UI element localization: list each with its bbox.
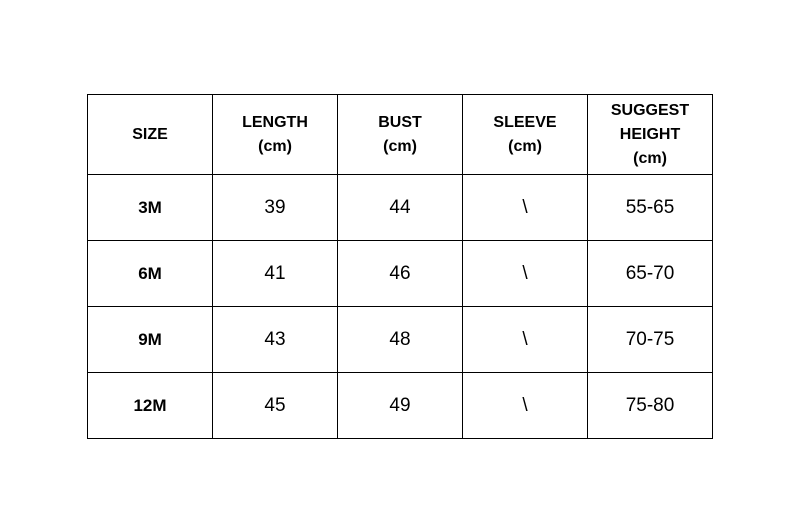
sleeve-cell: \ xyxy=(463,241,588,307)
bust-cell: 44 xyxy=(338,175,463,241)
header-bust-unit: (cm) xyxy=(383,137,417,155)
suggest-height-cell: 55-65 xyxy=(588,175,713,241)
length-cell: 41 xyxy=(213,241,338,307)
header-suggest-height xyxy=(588,95,713,175)
table-row xyxy=(88,307,713,373)
size-cell: 12M xyxy=(88,373,213,439)
header-sleeve-label: SLEEVE xyxy=(493,113,557,131)
size-chart-table xyxy=(87,94,713,439)
header-length-unit: (cm) xyxy=(258,137,292,155)
suggest-height-cell: 70-75 xyxy=(588,307,713,373)
header-sleeve xyxy=(463,95,588,175)
size-cell: 9M xyxy=(88,307,213,373)
bust-cell: 49 xyxy=(338,373,463,439)
table-row xyxy=(88,373,713,439)
table-row xyxy=(88,241,713,307)
header-bust xyxy=(338,95,463,175)
length-cell: 39 xyxy=(213,175,338,241)
header-height-label: HEIGHT xyxy=(619,125,681,143)
header-suggest-label: SUGGEST xyxy=(610,101,690,119)
length-cell: 45 xyxy=(213,373,338,439)
suggest-height-cell: 65-70 xyxy=(588,241,713,307)
header-length xyxy=(213,95,338,175)
length-cell: 43 xyxy=(213,307,338,373)
header-height-unit: (cm) xyxy=(633,149,667,167)
header-bust-label: BUST xyxy=(378,113,422,131)
sleeve-cell: \ xyxy=(463,175,588,241)
bust-cell: 48 xyxy=(338,307,463,373)
header-size xyxy=(88,95,213,175)
header-sleeve-unit: (cm) xyxy=(508,137,542,155)
size-cell: 6M xyxy=(88,241,213,307)
table-row xyxy=(88,175,713,241)
size-cell: 3M xyxy=(88,175,213,241)
header-size-label: SIZE xyxy=(132,125,168,143)
header-row xyxy=(88,95,713,175)
header-length-label: LENGTH xyxy=(242,113,308,131)
sleeve-cell: \ xyxy=(463,307,588,373)
suggest-height-cell: 75-80 xyxy=(588,373,713,439)
bust-cell: 46 xyxy=(338,241,463,307)
sleeve-cell: \ xyxy=(463,373,588,439)
